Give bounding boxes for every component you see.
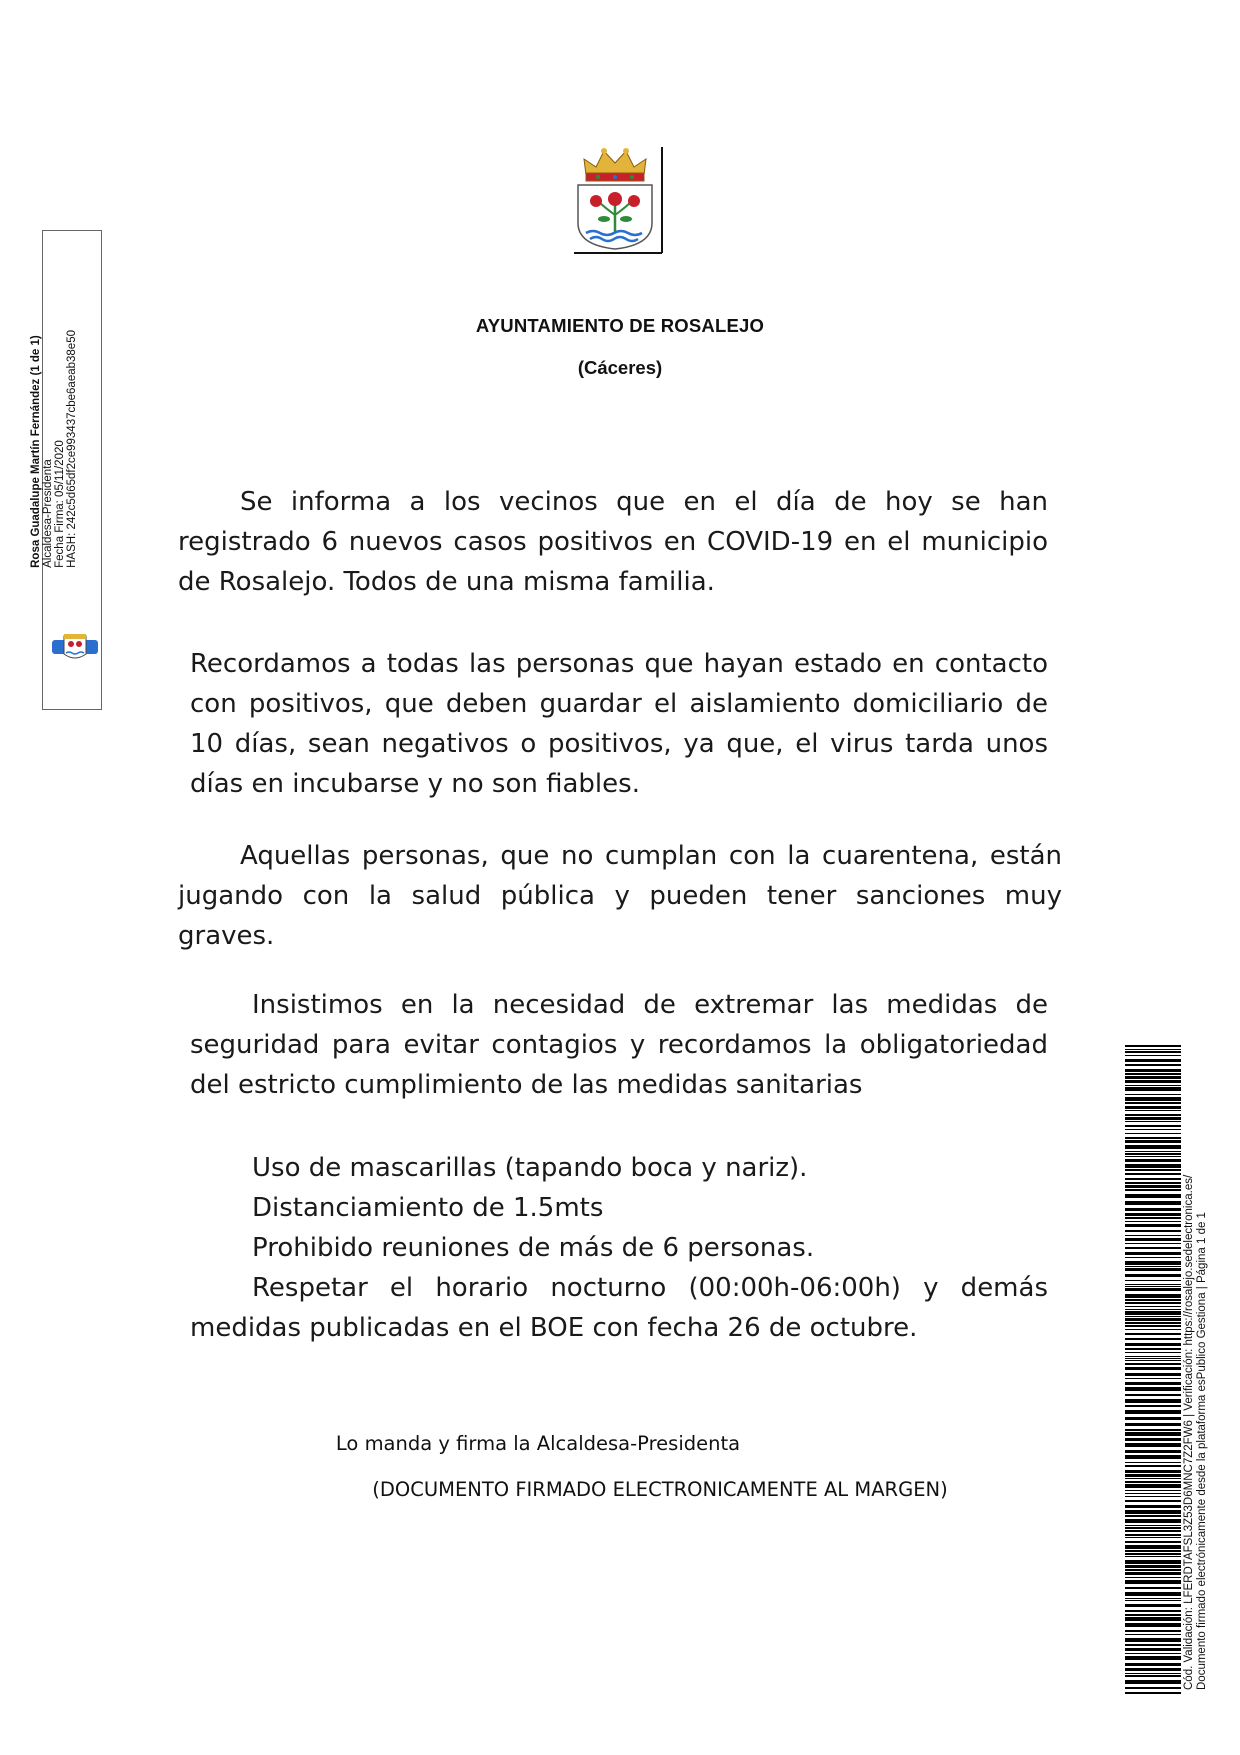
barcode-bar <box>1125 1598 1181 1599</box>
barcode-bar <box>1125 1630 1181 1632</box>
barcode-bar <box>1125 1373 1181 1376</box>
barcode-bar <box>1125 1592 1181 1596</box>
barcode-bar <box>1125 1194 1181 1198</box>
barcode-bar <box>1125 1541 1181 1543</box>
barcode-bar <box>1125 1496 1181 1497</box>
barcode-bar <box>1125 1438 1181 1441</box>
barcode-bar <box>1125 1221 1181 1222</box>
barcode-bar <box>1125 1587 1181 1589</box>
barcode-bar <box>1125 1569 1181 1571</box>
barcode-bar <box>1125 1178 1181 1180</box>
barcode-bar <box>1125 1151 1181 1152</box>
signature-hash: HASH: 242c5d65df2ce993437cbe6aeab38e50 <box>66 330 78 568</box>
barcode-bar <box>1125 1110 1181 1111</box>
barcode-bar <box>1125 1556 1181 1557</box>
barcode-bar <box>1125 1247 1181 1249</box>
barcode-bar <box>1125 1121 1181 1122</box>
barcode-bar <box>1125 1493 1181 1494</box>
barcode-bar <box>1125 1159 1181 1162</box>
barcode-bar <box>1125 1668 1181 1671</box>
barcode-bar <box>1125 1572 1181 1575</box>
barcode-bar <box>1125 1185 1181 1188</box>
barcode-bar <box>1125 1294 1181 1298</box>
verification-info <box>1183 1175 1209 1690</box>
barcode-bar <box>1125 1235 1181 1236</box>
paragraph-announcement-text: Se informa a los vecinos que en el día de hoy se han registrado 6 nuevos casos positivos en COVID-19 en el municipio de Rosalejo. Todos de una misma familia. <box>178 487 1048 597</box>
barcode-bar <box>1125 1311 1181 1315</box>
paragraph-measures-intro-text: Insistimos en la necesidad de extremar las medidas de seguridad para evitar contagios y recordamos la obligatoriedad del estricto cumplimiento de las medidas sanitarias <box>190 990 1048 1100</box>
barcode-bar <box>1125 1378 1181 1379</box>
barcode-bar <box>1125 1450 1181 1453</box>
barcode-bar <box>1125 1076 1181 1079</box>
barcode-bar <box>1125 1623 1181 1627</box>
barcode-bar <box>1125 1484 1181 1488</box>
barcode-bar <box>1125 1208 1181 1211</box>
barcode-bar <box>1125 1059 1181 1062</box>
barcode-bar <box>1125 1367 1181 1370</box>
barcode-bar <box>1125 1687 1181 1689</box>
paragraph-sanctions <box>178 836 1062 956</box>
verification-barcode <box>1125 1045 1181 1695</box>
barcode-bar <box>1125 1117 1181 1120</box>
barcode-bar <box>1125 1648 1181 1651</box>
barcode-bar <box>1125 1455 1181 1459</box>
barcode-bar <box>1125 1614 1181 1616</box>
barcode-bar <box>1125 1073 1181 1075</box>
barcode-bar <box>1125 1604 1181 1607</box>
barcode-bar <box>1125 1363 1181 1365</box>
barcode-bar <box>1125 1257 1181 1258</box>
barcode-bar <box>1125 1094 1181 1095</box>
barcode-bar <box>1125 1045 1181 1047</box>
barcode-bar <box>1125 1356 1181 1357</box>
measure-item: Distanciamiento de 1.5mts <box>252 1193 604 1223</box>
barcode-bar <box>1125 1387 1181 1391</box>
paragraph-announcement <box>178 482 1048 602</box>
barcode-bar <box>1125 1577 1181 1578</box>
measures-list <box>190 1148 1048 1348</box>
barcode-bar <box>1125 1500 1181 1502</box>
barcode-bar <box>1125 1638 1181 1642</box>
barcode-bar <box>1125 1266 1181 1267</box>
signature-date: Fecha Firma: 05/11/2020 <box>54 440 66 568</box>
barcode-bar <box>1125 1274 1181 1277</box>
barcode-bar <box>1125 1153 1181 1155</box>
barcode-bar <box>1125 1080 1181 1083</box>
barcode-bar <box>1125 1417 1181 1420</box>
barcode-bar <box>1125 1405 1181 1407</box>
barcode-bar <box>1125 1692 1181 1694</box>
signature-statement: Lo manda y firma la Alcaldesa-Presidenta <box>335 1432 741 1455</box>
barcode-bar <box>1125 1145 1181 1149</box>
barcode-bar <box>1125 1490 1181 1491</box>
barcode-bar <box>1125 1114 1181 1116</box>
barcode-bar <box>1125 1338 1181 1340</box>
barcode-bar <box>1125 1288 1181 1291</box>
barcode-bar <box>1125 1617 1181 1621</box>
barcode-bar <box>1125 1653 1181 1654</box>
barcode-bar <box>1125 1474 1181 1477</box>
paragraph-isolation <box>190 644 1048 804</box>
barcode-bar <box>1125 1280 1181 1281</box>
barcode-bar <box>1125 1252 1181 1255</box>
barcode-bar <box>1125 1358 1181 1359</box>
barcode-bar <box>1125 1316 1181 1317</box>
barcode-bar <box>1125 1382 1181 1385</box>
barcode-bar <box>1125 1322 1181 1324</box>
barcode-bar <box>1125 1399 1181 1403</box>
barcode-bar <box>1125 1394 1181 1396</box>
barcode-bar <box>1125 1299 1181 1301</box>
barcode-bar <box>1125 1600 1181 1601</box>
barcode-bar <box>1125 1634 1181 1635</box>
barcode-bar <box>1125 1443 1181 1447</box>
barcode-bar <box>1125 1610 1181 1612</box>
barcode-bar <box>1125 1064 1181 1066</box>
organization-region: (Cáceres) <box>577 357 663 378</box>
barcode-bar <box>1125 1465 1181 1467</box>
barcode-bar <box>1125 1261 1181 1265</box>
barcode-bar <box>1125 1224 1181 1227</box>
barcode-bar <box>1125 1470 1181 1473</box>
measure-item: Uso de mascarillas (tapando boca y nariz). <box>252 1153 808 1183</box>
barcode-bar <box>1125 1087 1181 1091</box>
barcode-bar <box>1125 1140 1181 1143</box>
organization-name: AYUNTAMIENTO DE ROSALEJO <box>475 315 765 336</box>
barcode-bar <box>1125 1164 1181 1168</box>
barcode-bar <box>1125 1097 1181 1101</box>
barcode-bar <box>1125 1519 1181 1523</box>
barcode-bar <box>1125 1325 1181 1327</box>
barcode-bar <box>1125 1537 1181 1538</box>
paragraph-isolation-text: Recordamos a todas las personas que hayan estado en contacto con positivos, que deben guardar el aislamiento domiciliario de 10 días, sean negativos o positivos, ya que, el virus tarda unos días en incubarse y no son fiables. <box>190 649 1048 799</box>
electronic-signature-notice: (DOCUMENTO FIRMADO ELECTRONICAMENTE AL MARGEN) <box>372 1478 948 1501</box>
barcode-bar <box>1125 1673 1181 1674</box>
barcode-bar <box>1125 1069 1181 1072</box>
barcode-bar <box>1125 1348 1181 1350</box>
barcode-bar <box>1125 1525 1181 1526</box>
measure-item: Prohibido reuniones de más de 6 personas. <box>252 1233 815 1263</box>
barcode-bar <box>1125 1049 1181 1050</box>
barcode-bar <box>1125 1286 1181 1287</box>
barcode-bar <box>1125 1527 1181 1529</box>
barcode-bar <box>1125 1481 1181 1483</box>
barcode-bar <box>1125 1125 1181 1127</box>
barcode-bar <box>1125 1534 1181 1536</box>
barcode-bar <box>1125 1462 1181 1463</box>
barcode-bar <box>1125 1284 1181 1285</box>
barcode-bar <box>1125 1306 1181 1307</box>
barcode-bar <box>1125 1055 1181 1056</box>
barcode-bar <box>1125 1318 1181 1321</box>
barcode-bar <box>1125 1675 1181 1677</box>
barcode-bar <box>1125 1189 1181 1191</box>
municipal-crest-small-icon <box>50 632 100 662</box>
signature-name: Rosa Guadalupe Martín Fernández (1 de 1) <box>30 335 42 568</box>
barcode-bar <box>1125 1333 1181 1335</box>
barcode-bar <box>1125 1553 1181 1555</box>
barcode-bar <box>1125 1423 1181 1426</box>
barcode-bar <box>1125 1680 1181 1684</box>
barcode-bar <box>1125 1051 1181 1053</box>
barcode-bar <box>1125 1217 1181 1219</box>
barcode-bar <box>1125 1268 1181 1271</box>
barcode-bar <box>1125 1213 1181 1216</box>
barcode-bar <box>1125 1302 1181 1304</box>
barcode-bar <box>1125 1656 1181 1660</box>
barcode-bar <box>1125 1580 1181 1584</box>
barcode-bar <box>1125 1478 1181 1479</box>
paragraph-sanctions-text: Aquellas personas, que no cumplan con la cuarentena, están jugando con la salud pública y pueden tener sanciones muy graves. <box>178 841 1062 951</box>
barcode-bar <box>1125 1309 1181 1310</box>
barcode-bar <box>1125 1550 1181 1552</box>
barcode-bar <box>1125 1510 1181 1514</box>
barcode-bar <box>1125 1238 1181 1241</box>
measure-item: Respetar el horario nocturno (00:00h-06:00h) y demás medidas publicadas en el BOE con fecha 26 de octubre. <box>190 1273 1048 1343</box>
barcode-bar <box>1125 1565 1181 1568</box>
barcode-bar <box>1125 1169 1181 1171</box>
barcode-bar <box>1125 1429 1181 1431</box>
barcode-bar <box>1125 1085 1181 1086</box>
barcode-bar <box>1125 1133 1181 1134</box>
barcode-bar <box>1125 1410 1181 1414</box>
barcode-bar <box>1125 1343 1181 1346</box>
barcode-bar <box>1125 1505 1181 1508</box>
platform-notice: Documento firmado electrónicamente desde la plataforma esPublico Gestiona | Página 1 de 1 <box>1196 1212 1208 1690</box>
barcode-bar <box>1125 1432 1181 1436</box>
barcode-bar <box>1125 1230 1181 1232</box>
barcode-bar <box>1125 1102 1181 1104</box>
barcode-bar <box>1125 1173 1181 1175</box>
barcode-bar <box>1125 1360 1181 1361</box>
barcode-bar <box>1125 1545 1181 1549</box>
barcode-bar <box>1125 1156 1181 1157</box>
barcode-bar <box>1125 1644 1181 1646</box>
barcode-bar <box>1125 1352 1181 1353</box>
barcode-bar <box>1125 1201 1181 1205</box>
verification-code: Cód. Validación: LFERDTAFSL3Z53D6MNC7Z2FW6 | Verificación: https://rosalejo.sedelectronica.es/ <box>1183 1174 1195 1690</box>
barcode-bar <box>1125 1106 1181 1109</box>
barcode-bar <box>1125 1329 1181 1330</box>
barcode-bar <box>1125 1129 1181 1130</box>
barcode-bar <box>1125 1137 1181 1139</box>
barcode-bar <box>1125 1663 1181 1666</box>
signature-role: Alcaldesa-Presidenta <box>42 459 54 568</box>
barcode-bar <box>1125 1530 1181 1532</box>
barcode-bar <box>1125 1560 1181 1564</box>
barcode-bar <box>1125 1243 1181 1244</box>
paragraph-measures-intro <box>190 985 1048 1105</box>
coat-of-arms-icon <box>568 145 663 255</box>
barcode-bar <box>1125 1515 1181 1517</box>
barcode-bar <box>1125 1182 1181 1184</box>
